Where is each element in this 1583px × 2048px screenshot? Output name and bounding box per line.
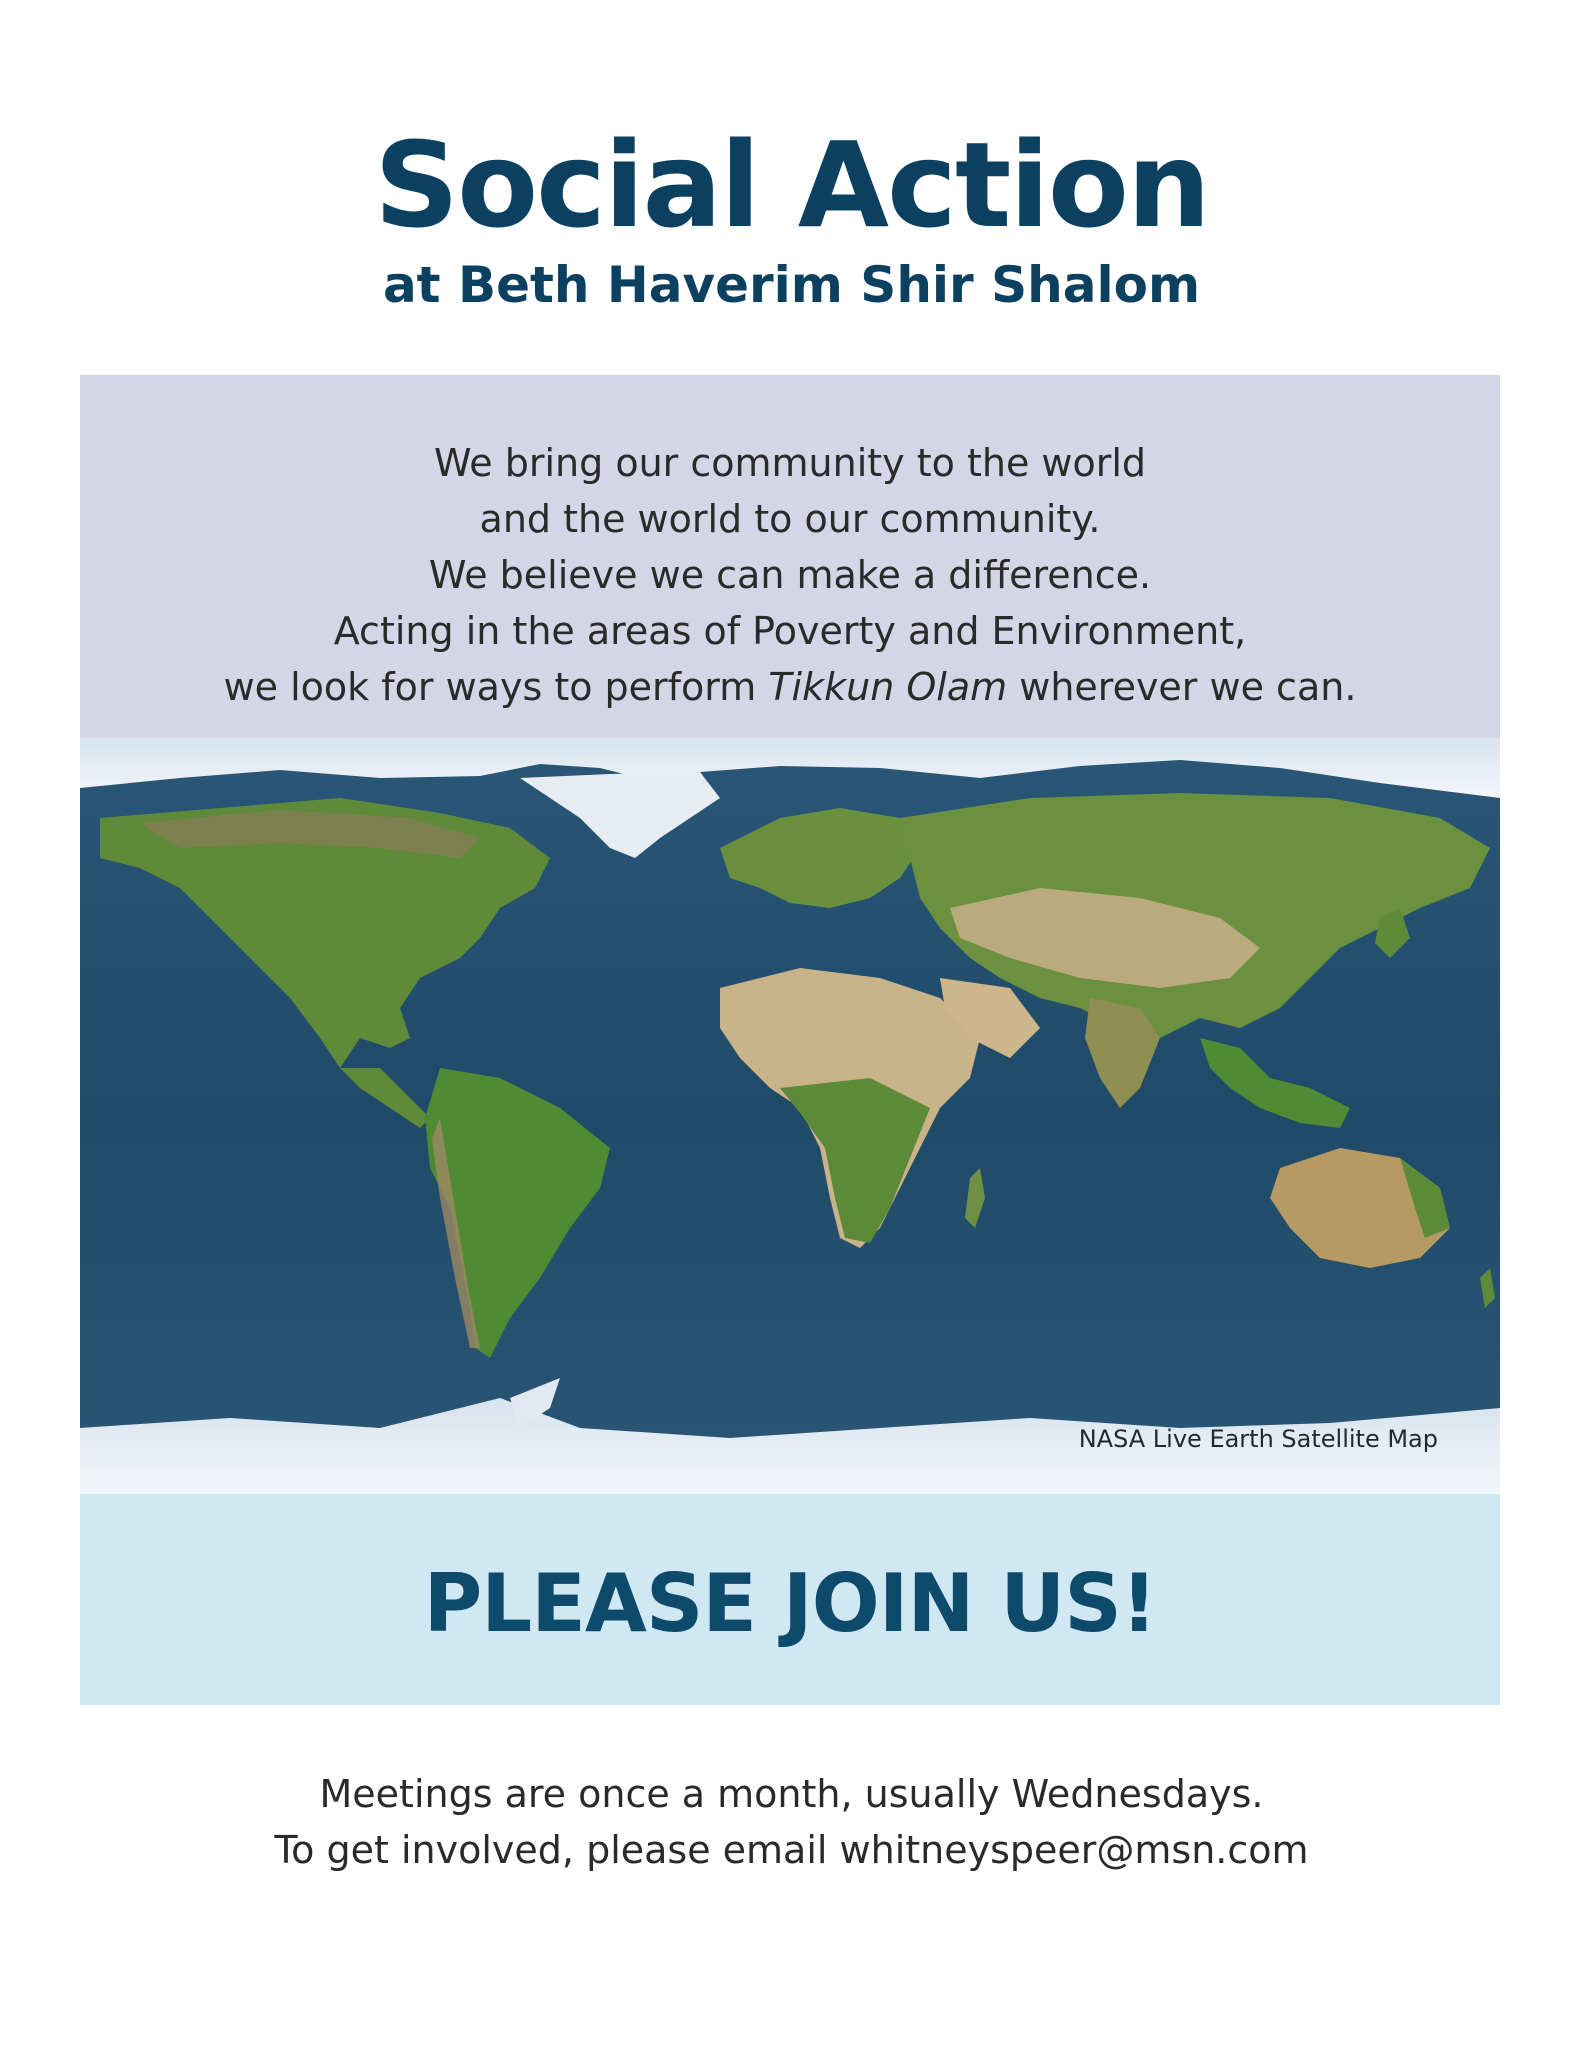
meeting-info — [0, 1766, 1583, 1878]
mission-line-1: We bring our community to the world — [433, 441, 1147, 485]
meeting-schedule: Meetings are once a month, usually Wednesdays. — [319, 1772, 1264, 1816]
mission-panel — [80, 375, 1500, 738]
mission-line-5 — [80, 659, 1500, 715]
contact-email-line: To get involved, please email whitneyspeer@msn.com — [274, 1828, 1309, 1872]
page-subtitle: at Beth Haverim Shir Shalom — [382, 256, 1201, 314]
mission-line-5-start: we look for ways to perform — [223, 665, 769, 709]
page-title: Social Action — [374, 116, 1209, 254]
join-panel — [80, 1494, 1500, 1705]
mission-line-3: We believe we can make a difference. — [428, 553, 1152, 597]
world-map-image — [80, 738, 1500, 1494]
mission-line-5-end: wherever we can. — [1007, 665, 1357, 709]
tikkun-olam-term: Tikkun Olam — [768, 665, 1008, 709]
mission-line-2: and the world to our community. — [479, 497, 1101, 541]
map-credit: NASA Live Earth Satellite Map — [1078, 1425, 1438, 1453]
join-heading: PLEASE JOIN US! — [423, 1557, 1157, 1650]
mission-statement — [80, 435, 1500, 715]
world-map-illustration — [80, 738, 1500, 1494]
mission-line-4: Acting in the areas of Poverty and Environment, — [333, 609, 1247, 653]
